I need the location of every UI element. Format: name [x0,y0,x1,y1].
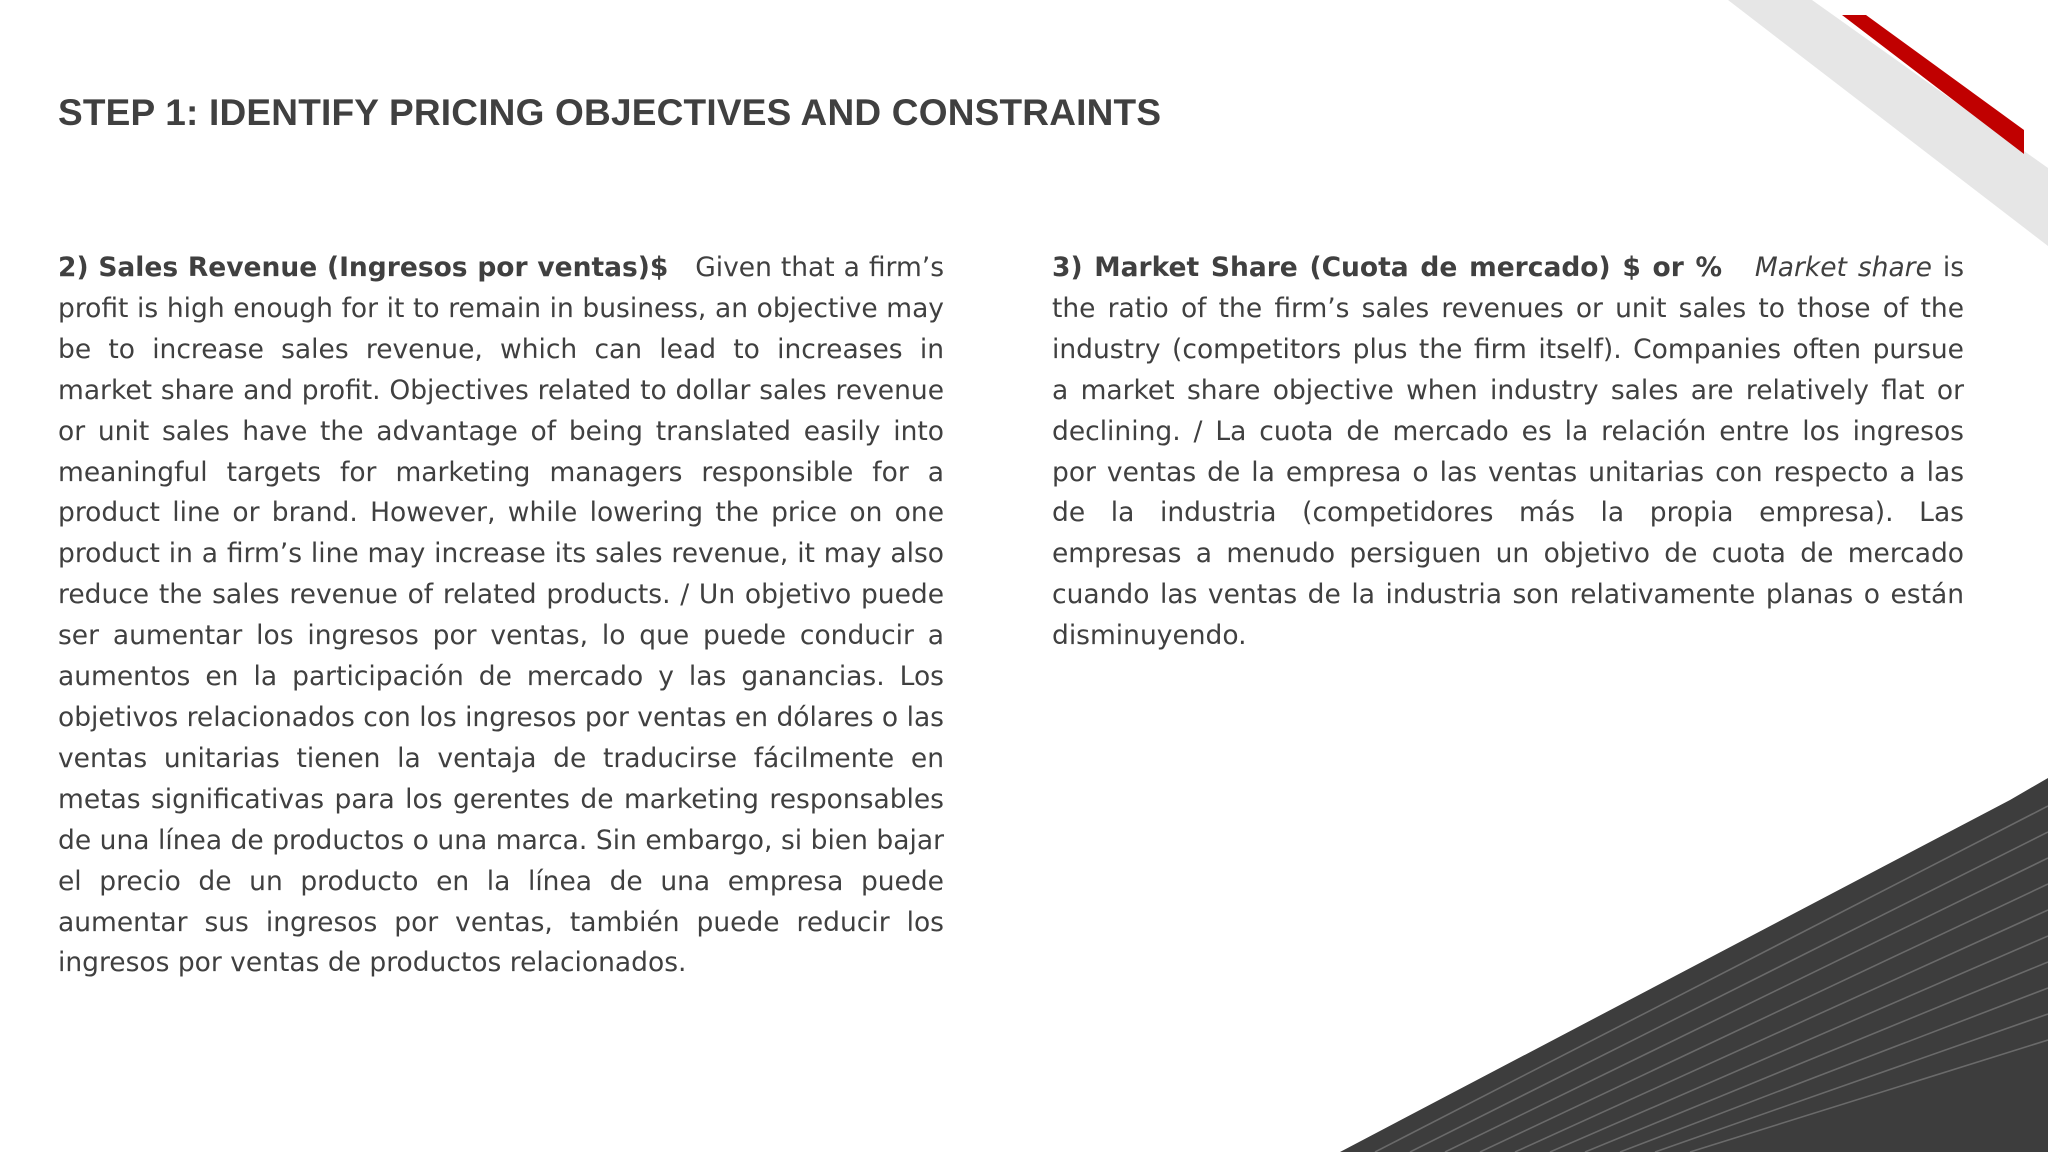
market-share-column [1052,248,1964,657]
market-share-heading: 3) Market Share (Cuota de mercado) $ or % [1052,252,1723,283]
dark-diagonal-block [1340,778,2048,1152]
market-share-term: Market share [1754,252,1932,283]
sales-revenue-heading: 2) Sales Revenue (Ingresos por ventas)$ [58,252,669,283]
market-share-paragraph [1052,248,1964,657]
sales-revenue-body: Given that a firm’s profit is high enough for it to remain in business, an objective may be to increase sales revenue, which can lead to increases in market share and profit. Objectives related to dollar sales revenue or unit sales have the advantage of being translated easily into meaningful targets for marketing managers responsible for a product line or brand. However, while lowering the price on one product in a firm’s line may increase its sales revenue, it may also reduce the sales revenue of related products. / Un objetivo puede ser aumentar los ingresos por ventas, lo que puede conducir a aumentos en la participación de mercado y las ganancias. Los objetivos relacionados con los ingresos por ventas en dólares o las ventas unitarias tienen la ventaja de traducirse fácilmente en metas significativas para los gerentes de marketing responsables de una línea de productos o una marca. Sin embargo, si bien bajar el precio de un producto en la línea de una empresa puede aumentar sus ingresos por ventas, también puede reducir los ingresos por ventas de productos relacionados. [58,252,944,979]
gray-diagonal-band [1728,0,2048,246]
diagonal-line-pattern [1375,806,2048,1152]
sales-revenue-paragraph [58,248,944,984]
sales-revenue-column [58,248,944,984]
red-diagonal-stripe [1842,15,2024,154]
slide-title: STEP 1: IDENTIFY PRICING OBJECTIVES AND CONSTRAINTS [58,92,1162,133]
market-share-body: is the ratio of the firm’s sales revenues or unit sales to those of the industry (competitors plus the firm itself). Companies often pursue a market share objective when industry sales are relatively flat or declining. / La cuota de mercado es la relación entre los ingresos por ventas de la empresa o las ventas unitarias con respecto a las de la industria (competidores más la propia empresa). Las empresas a menudo persiguen un objetivo de cuota de mercado cuando las ventas de la industria son relativamente planas o están disminuyendo. [1052,252,1964,652]
